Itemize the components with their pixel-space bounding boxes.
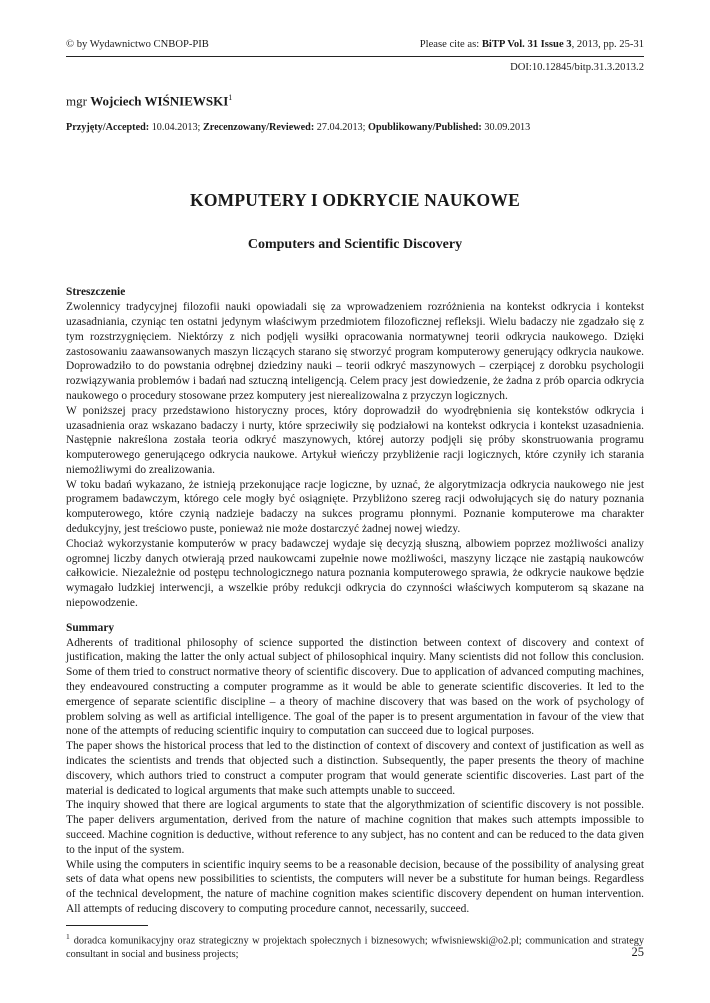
citation-journal: BiTP Vol. 31 Issue 3 (481, 39, 572, 50)
page-number: 25 (631, 945, 644, 959)
author-line (66, 90, 644, 109)
reviewed-label: Zrecenzowany/Reviewed: (202, 122, 315, 134)
abstract-polish (66, 285, 644, 611)
doi: DOI:10.12845/bitp.31.3.2013.2 (510, 62, 644, 73)
accepted-date: 10.04.2013; (149, 122, 203, 134)
author-footnote (66, 930, 644, 962)
abstract-paragraph: Chociaż wykorzystanie komputerów w pracy badawczej wydaje się decyzją słuszną, albowiem poprzez możliwości analizy ogromnej liczby danych otwierają przed naukowcami zupełnie nowe możliwości, maszyny liczące nie zastąpią naukowców całkowicie. Niezależnie od postępu technologicznego natura poznania komputerowego sprawia, że odkrycie naukowe będzie wymagało ludzkiej interwencji, a wszelkie próby redukcji odkrycia do czynności właściwych komputerom są skazane na niepowodzenie. (66, 537, 644, 610)
citation-line (420, 38, 644, 51)
abstract-english (66, 621, 644, 917)
article-subtitle: Computers and Scientific Discovery (247, 237, 463, 253)
author-footnote-mark: 1 (228, 93, 233, 102)
summary-paragraph: While using the computers in scientific inquiry seems to be a reasonable decision, because of the possibility of analysing great sets of data what opens new possibilities to scientists, the computers will never be a substitute for human beings. Regardless of the technical development, the nature of machine cognition makes scientific discovery dependent on human intervention. All attempts of reducing discovery to computing procedure cannot, necessarily, succeed. (66, 858, 644, 915)
header-rule (66, 56, 644, 57)
footnote-mark: 1 (66, 931, 70, 941)
summary-paragraph: Adherents of traditional philosophy of science supported the distinction between context of discovery and context of justification, making the latter the only actual subject of philosophical inquiry. Many scientists did not follow this conclusion. Some of them tried to construct normative theory of scientific discovery. Due to application of advanced computing machines, they endeavoured constructing a computer programme as it would be able to generate scientific discoveries. It led to the emergence of separate scientific discipline – a theory of machine discovery that was based on the work of psychology of problem solving as well as artificial intelligence. The goal of the paper is to present argumentation in favour of the view that none of the attempts of reducing scientific inquiry to computation can succeed due to logical purposes. (66, 636, 644, 738)
published-date: 30.09.2013 (481, 122, 531, 134)
author-prefix: mgr (66, 93, 91, 109)
summary-paragraph: The paper shows the historical process that led to the distinction of context of discovery and context of justification as well as indicates the scientists and trends that objected such a distinction. Subsequently, the paper presents the theory of machine discovery, which authors tried to construct a computer program that would generate scientific discoveries. Last part of the material is dedicated to logical arguments that make such attempts unable to succeed. (66, 740, 644, 797)
copyright-notice: © by Wydawnictwo CNBOP-PIB (66, 39, 209, 50)
abstract-paragraph: Zwolennicy tradycyjnej filozofii nauki opowiadali się za wprowadzeniem rozróżnienia na kontekst odkrycia i kontekst uzasadniania, czyniąc ten ostatni jedynym właściwym przedmiotem filozoficznej refleksji. Wielu badaczy nie zgadzało się z tym rozstrzygnięciem. Niektórzy z nich podjęli wysiłki opracowania normatywnej teorii odkrycia naukowego. Dzięki zastosowaniu zaawansowanych maszyn liczących starano się stworzyć program komputerowy generujący odkrycia naukowe. Doprowadziło to do powstania odrębnej dziedziny nauki – teorii odkryć maszynowych – czerpiącej z dorobku psychologii rozwiązywania problemów i badań nad sztuczną inteligencją. Celem pracy jest dowiedzenie, że żadna z prób oparcia odkrycia naukowego o procedury stosowane przez komputery jest nierealizowalna z przyczyn logicznych. (66, 301, 644, 402)
published-label: Opublikowany/Published: (368, 122, 482, 134)
abstract-paragraph: W poniższej pracy przedstawiono historyczny proces, który doprowadził do wyodrębnienia się kontekstów odkrycia i uzasadnienia oraz wskazano badaczy i nurty, które sprzeciwiły się podziałowi na kontekst odkrycia i kontekst uzasadnienia. Następnie nakreślona została teoria odkryć maszynowych, której autorzy podjęli się próby skonstruowania programu komputerowego generującego odkrycia naukowe. Artykuł wieńczy przybliżenie racji logicznych, które czyniły ich starania niemożliwymi do zrealizowania. (66, 404, 644, 476)
article-title: KOMPUTERY I ODKRYCIE NAUKOWE (190, 190, 520, 211)
footnote-text: doradca komunikacyjny oraz strategiczny w projektach społecznych i biznesowych; wfwisniewski@o2.pl; communication and strategy consultant in social and business projects; (66, 935, 644, 961)
citation-suffix: , 2013, pp. 25-31 (571, 39, 644, 50)
abstract-paragraph: W toku badań wykazano, że istnieją przekonujące racje logiczne, by uznać, że algorytmizacja odkrycia naukowego nie jest programem badawczym, którego cele mogły być osiągnięte. Przybliżono szereg racji odwołujących się do natury poznania komputerowego, które czynią nadzieje badaczy na sukces programu płonnymi. Poznanie komputerowe ma charakter dedukcyjny, jest treściowo puste, ponieważ nie może dostarczyć żadnej nowej wiedzy. (66, 478, 644, 536)
running-header (66, 38, 644, 51)
citation-prefix: Please cite as: (419, 39, 482, 50)
abstract-english-heading: Summary (66, 621, 115, 634)
footnote-rule (66, 925, 148, 926)
summary-paragraph: The inquiry showed that there are logical arguments to state that the algorythmization of scientific discovery is not possible. The paper delivers argumentation, derived from the nature of machine cognition that makes such attempts impossible to succeed. Machine cognition is deductive, without reference to any subject, has no content and can be reduced to the data given to the input of the system. (66, 799, 644, 856)
reviewed-date: 27.04.2013; (314, 122, 369, 134)
accepted-label: Przyjęty/Accepted: (66, 122, 150, 134)
author-name: Wojciech WIŚNIEWSKI (90, 93, 229, 109)
publication-dates (66, 121, 644, 134)
abstract-polish-heading: Streszczenie (66, 286, 126, 299)
